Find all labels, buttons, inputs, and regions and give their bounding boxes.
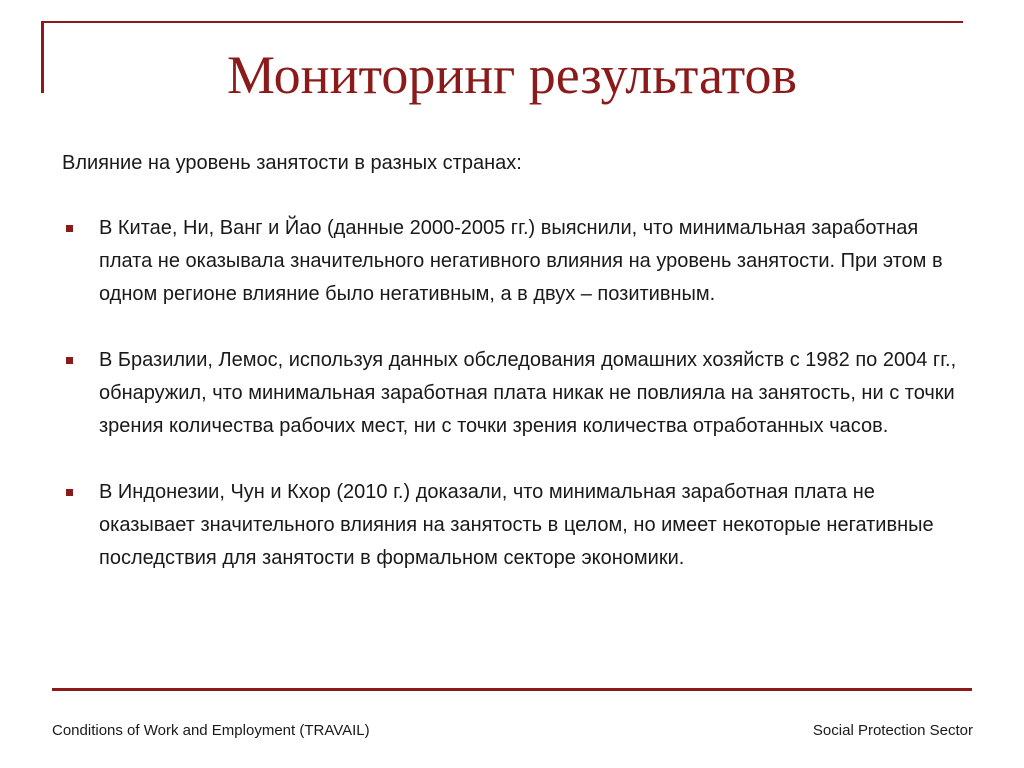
bullet-item-brazil <box>62 344 972 443</box>
square-bullet-icon <box>66 489 73 496</box>
footer-divider <box>52 688 972 691</box>
bullet-item-china <box>62 212 972 311</box>
bullet-item-indonesia <box>62 476 972 575</box>
bullet-text: В Китае, Ни, Ванг и Йао (данные 2000-2005 гг.) выяснили, что минимальная заработная плата не оказывала значительного негативного влияния на уровень занятости. При этом в одном регионе влияние было негативным, а в двух – позитивным. <box>99 217 943 305</box>
intro-text: Влияние на уровень занятости в разных странах: <box>62 152 522 174</box>
square-bullet-icon <box>66 357 73 364</box>
bullet-text: В Бразилии, Лемос, используя данных обследования домашних хозяйств с 1982 по 2004 гг., обнаружил, что минимальная заработная плата никак не повлияла на занятость, ни с точки зрения количества рабочих мест, ни с точки зрения количества отработанных часов. <box>99 349 957 437</box>
square-bullet-icon <box>66 225 73 232</box>
bullet-list <box>62 212 972 608</box>
corner-frame-horizontal <box>41 21 963 23</box>
bullet-text: В Индонезии, Чун и Кхор (2010 г.) доказали, что минимальная заработная плата не оказывает значительного влияния на занятость в целом, но имеет некоторые негативные последствия для занятости в формальном секторе экономики. <box>99 481 934 569</box>
footer-left-text: Conditions of Work and Employment (TRAVAIL) <box>52 722 370 739</box>
slide-title: Мониторинг результатов <box>227 45 797 105</box>
footer-right-text: Social Protection Sector <box>812 722 973 739</box>
